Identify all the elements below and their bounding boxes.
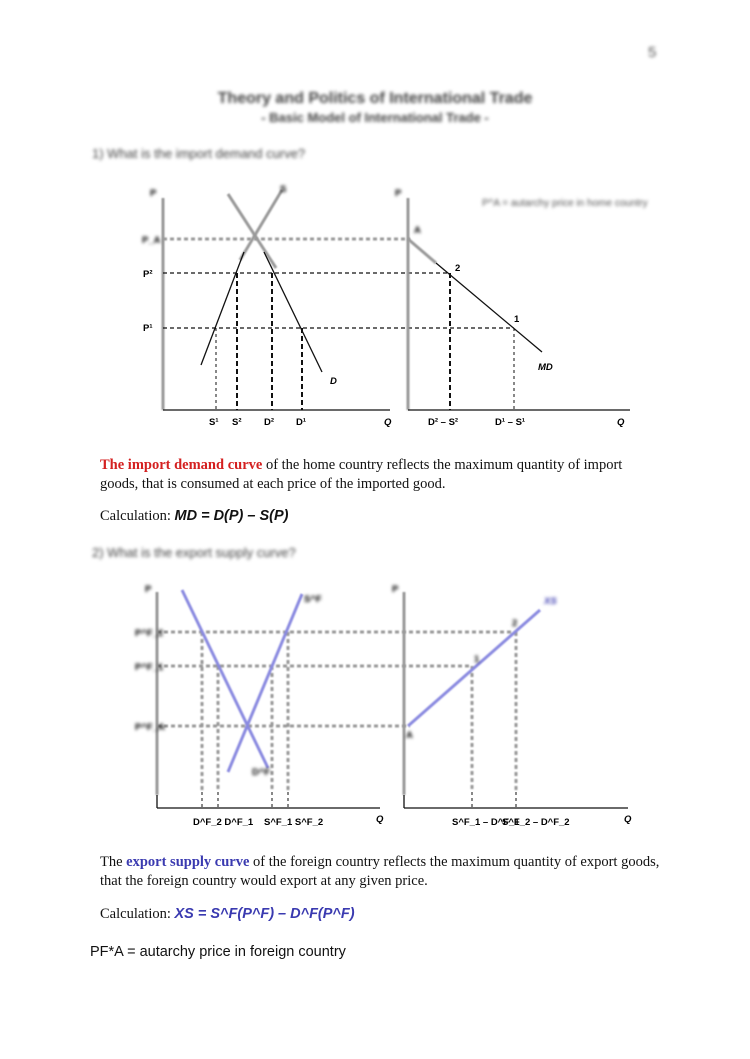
export-supply-pre: The	[100, 854, 127, 870]
qty-d2-label: D²	[264, 417, 275, 428]
supply-upper	[240, 190, 282, 260]
qty-s1-label: S¹	[209, 417, 219, 428]
pa-label: P_A	[142, 235, 161, 246]
export-supply-term: export supply curve	[126, 854, 250, 870]
xs-point-1-label: 1	[474, 654, 480, 665]
pf2-label: P^F_2	[135, 628, 164, 639]
export-supply-paragraph	[100, 853, 660, 891]
qty-sf-label: S^F_1 S^F_2	[264, 817, 324, 828]
left2-y-label: P	[145, 584, 152, 595]
qty-s2-label: S²	[232, 417, 242, 428]
point-2-label: 2	[455, 263, 461, 274]
demand-label: D	[330, 376, 337, 387]
export-calc-label: Calculation:	[100, 906, 175, 922]
export-calc	[100, 906, 355, 923]
qty-xs2-label: S^F_2 – D^F_2	[502, 817, 570, 828]
export-formula: XS = S^F(P^F) – D^F(P^F)	[174, 906, 355, 922]
autarchy-note-home: P^A = autarchy price in home country	[482, 198, 648, 209]
right2-y-label: P	[392, 584, 399, 595]
import-demand-diagram	[0, 180, 750, 440]
xs-point-a-label: A	[406, 730, 413, 741]
import-demand-term: The import demand curve	[100, 457, 263, 473]
import-calc-label: Calculation:	[100, 508, 175, 524]
left2-price-lines	[157, 590, 540, 790]
question-2: 2) What is the export supply curve?	[92, 545, 296, 560]
qty-d1-s1-label: D¹ – S¹	[495, 417, 526, 428]
xs-point-2-label: 2	[512, 618, 518, 629]
foreign-supply-curve	[228, 594, 302, 772]
xs-label: XS	[544, 596, 557, 607]
right2-x-label: Q	[624, 814, 632, 825]
page-number: 5	[648, 44, 657, 61]
import-demand-text: of the home country reflects the maximum quantity of import goods, that is consumed at each price of the imported good.	[100, 457, 623, 492]
qty-df-label: D^F_2 D^F_1	[193, 817, 254, 828]
price-p1-label: P¹	[143, 323, 153, 334]
footnote: PF*A = autarchy price in foreign country	[90, 944, 346, 960]
left-x-label: Q	[384, 417, 392, 428]
left2-x-label: Q	[376, 814, 384, 825]
export-supply-text: of the foreign country reflects the maximum quantity of export goods, that the foreign country would export at any given price.	[100, 854, 660, 889]
page-subtitle: - Basic Model of International Trade -	[261, 110, 489, 125]
md-upper	[408, 239, 436, 263]
right-y-label: P	[395, 188, 402, 199]
import-calc	[100, 508, 289, 525]
md-label: MD	[538, 362, 553, 373]
point-a-label: A	[414, 225, 421, 236]
left-chart-2-axes	[145, 584, 384, 825]
df-label: D^F	[252, 767, 271, 778]
qty-d1-label: D¹	[296, 417, 307, 428]
question-1: 1) What is the import demand curve?	[92, 146, 306, 161]
qty-d2-s2-label: D² – S²	[428, 417, 459, 428]
point-1-label: 1	[514, 314, 520, 325]
export-supply-diagram	[0, 580, 750, 840]
pf1-label: P^F_1	[135, 662, 164, 673]
md-curve	[436, 263, 542, 352]
foreign-demand-curve	[182, 590, 268, 768]
import-demand-paragraph	[100, 456, 660, 494]
pfa-label: P^F_A	[135, 722, 165, 733]
right-x-label: Q	[617, 417, 625, 428]
qty-xs1-label: S^F_1 – D^F_1	[452, 817, 520, 828]
demand-upper	[228, 194, 276, 268]
left-y-label: P	[150, 188, 157, 199]
page-title: Theory and Politics of International Trade	[217, 90, 533, 107]
sf-label: S^F	[304, 594, 322, 605]
import-formula: MD = D(P) – S(P)	[174, 508, 289, 524]
supply-label: S	[280, 184, 287, 195]
price-p2-label: P²	[143, 269, 153, 280]
right-chart-axes	[395, 188, 630, 428]
xs-curve	[408, 610, 540, 726]
